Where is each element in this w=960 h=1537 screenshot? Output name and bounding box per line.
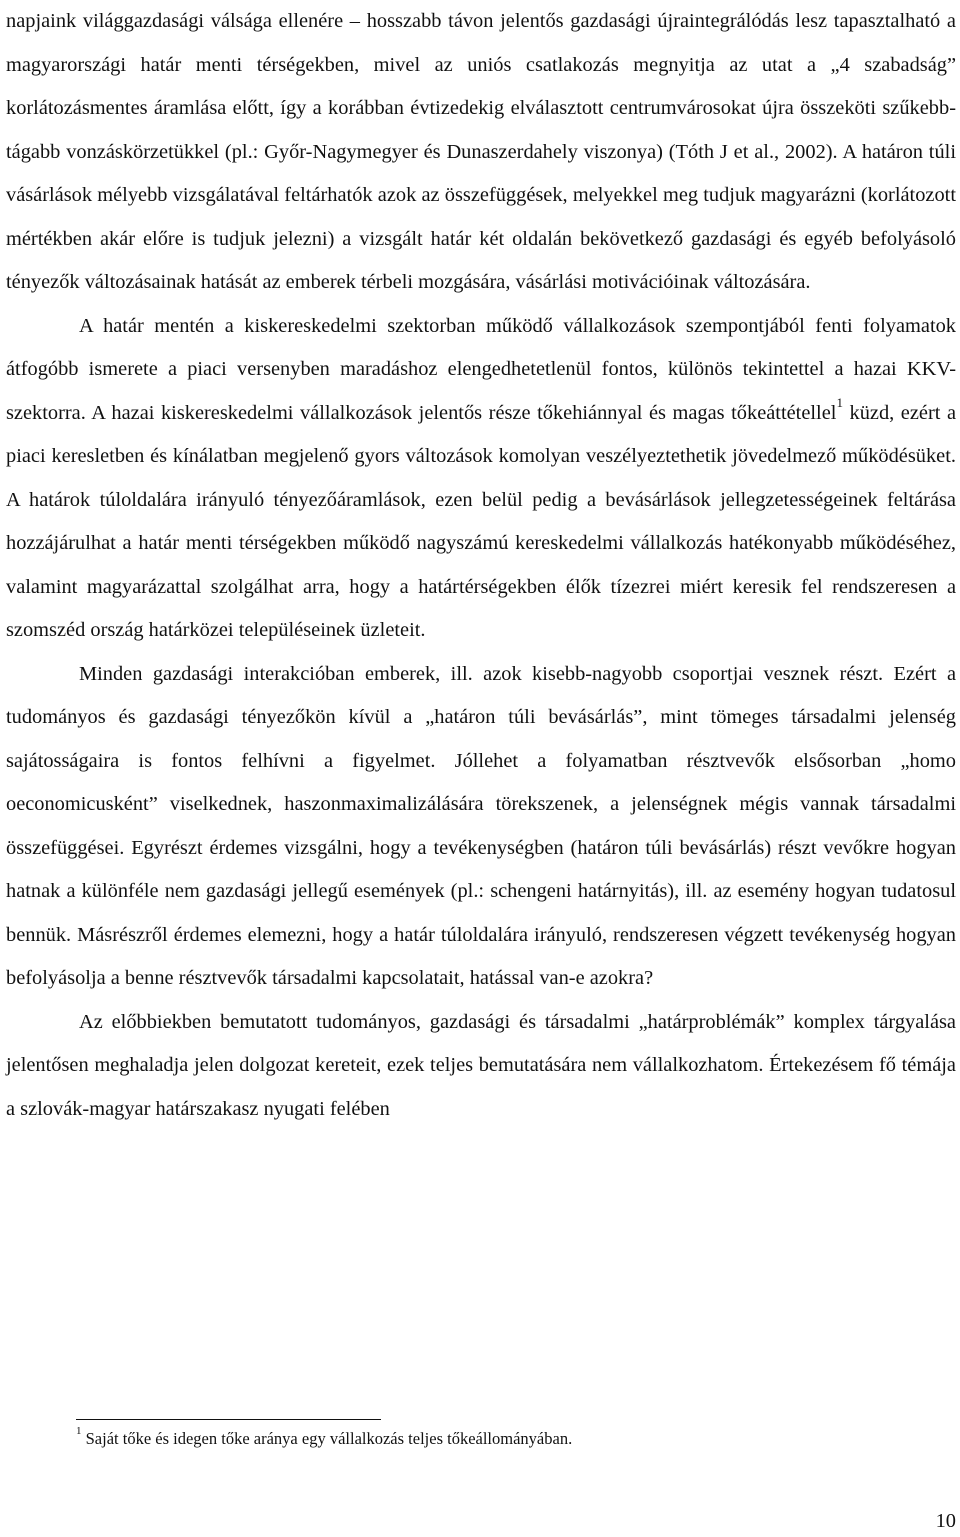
footnote-text: Saját tőke és idegen tőke aránya egy vállalkozás teljes tőkeállományában.: [85, 1429, 573, 1448]
footnote-separator: [76, 1419, 381, 1420]
paragraph-1-line: bekövetkező gazdasági és egyéb befolyásoló tényezők változásainak hatását az emberek: [6, 227, 956, 293]
footnote: [76, 1424, 956, 1450]
paragraph-2-text-a: A határ mentén a kiskereskedelmi szektorban működő vállalkozások szempontjából fenti folyamatok átfogóbb ismerete a piaci versenyben maradáshoz elengedhetetlenül fontos, különös tekintettel a hazai KKV-szektorra. A hazai kiskereskedelmi vállalkozások jelentős része tőkehiánnyal és magas tőkeáttétellel: [6, 314, 956, 424]
paragraph-1-line: megnyitja az utat a „4 szabadság” korlátozásmentes áramlása előtt, így a korábban: [6, 53, 957, 119]
paragraph-1-line: lesz tapasztalható a magyarországi határ menti térségekben, mivel az uniós csatlakozás: [6, 10, 956, 76]
paragraph-1-line: évtizedekig elválasztott centrumvárosokat újra összeköti szűkebb-tágabb vonzáskörzetükkel: [6, 97, 956, 163]
body-text: [6, 0, 956, 1131]
paragraph-1-line: térbeli mozgására, vásárlási motivációinak változására.: [360, 271, 811, 293]
paragraph-2: [6, 305, 956, 653]
paragraph-4: Az előbbiekben bemutatott tudományos, gazdasági és társadalmi „határproblémák” komplex tárgyalása jelentősen meghaladja jelen dolgozat kereteit, ezek teljes bemutatására nem vállalkozhatom. Értekezésem fő témája a szlovák-magyar határszakasz nyugati felében: [6, 1010, 956, 1120]
paragraph-1-line: napjaink világgazdasági válsága ellenére – hosszabb távon jelentős gazdasági újraintegrálódás: [6, 10, 789, 32]
paragraph-1: [6, 0, 956, 305]
paragraph-1-line: (pl.: Győr-Nagymegyer és Dunaszerdahely viszonya) (Tóth J et al., 2002). A határon túli: [224, 140, 956, 163]
footnote-number: 1: [76, 1424, 82, 1437]
page-number: 10: [935, 1510, 956, 1532]
paragraph-1-line: vásárlások mélyebb vizsgálatával feltárhatók azok az összefüggések, melyekkel meg tudjuk: [6, 184, 756, 206]
paragraph-2-text-b: küzd, ezért a piaci keresletben és kínálatban megjelenő gyors változások komolyan veszélyeztethetik jövedelmező működésüket. A határok túloldalára irányuló tényezőáramlások, ezen belül pedig a bevásárlások jellegzetességeinek feltárása hozzájárulhat a határ menti térségekben működő nagyszámú kereskedelmi vállalkozás hatékonyabb működéséhez, valamint magyarázattal szolgálhat arra, hogy a határtérségekben élők tízezrei miért keresik fel rendszeresen a szomszéd ország határközei településeinek üzleteit.: [6, 401, 957, 641]
footnote-reference[interactable]: 1: [836, 394, 843, 410]
document-page: [6, 0, 956, 1131]
paragraph-3: Minden gazdasági interakcióban emberek, ill. azok kisebb-nagyobb csoportjai vesznek részt. Ezért a tudományos és gazdasági tényezőkön kívül a „határon túli bevásárlás”, mint tömeges társadalmi jelenség sajátosságaira is fontos felhívni a figyelmet. Jóllehet a folyamatban résztvevők elsősorban „homo oeconomicusként” viselkednek, haszonmaximalizálására törekszenek, a jelenségnek mégis vannak társadalmi összefüggései. Egyrészt érdemes vizsgálni, hogy a tevékenységben (határon túli bevásárlás) részt vevőkre hogyan hatnak a különféle nem gazdasági jellegű események (pl.: schengeni határnyitás), ill. az esemény hogyan tudatosul bennük. Másrészről érdemes elemezni, hogy a határ túloldalára irányuló, rendszeresen végzett tevékenység hogyan befolyásolja a benne résztvevők társadalmi kapcsolatait, hatással van-e azokra?: [6, 662, 956, 989]
paragraph-1-line: magyarázni (korlátozott mértékben akár előre is tudjuk jelezni) a vizsgált határ két oldalán: [6, 184, 956, 250]
